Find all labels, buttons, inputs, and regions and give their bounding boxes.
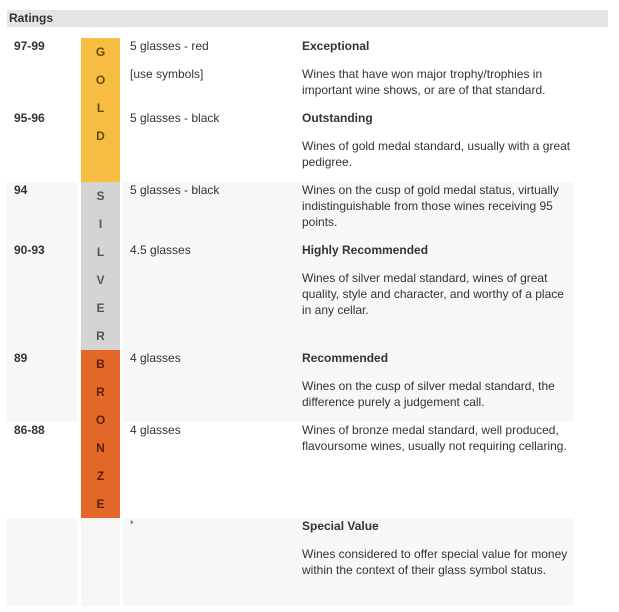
band-letter: I	[98, 217, 103, 231]
rating-text: Wines of silver medal standard, wines of great quality, style and character, and worthy of a place in any cellar.	[302, 271, 564, 317]
glasses-note: [use symbols]	[130, 67, 204, 81]
band-letter: L	[96, 245, 105, 259]
rating-text: Wines on the cusp of gold medal status, virtually indistinguishable from those wines receiving 95 points.	[302, 183, 559, 229]
glasses-label: 5 glasses - black	[130, 183, 220, 197]
band-letter: B	[96, 357, 105, 371]
rating-title: Outstanding	[302, 111, 373, 125]
rating-text: Wines of bronze medal standard, well produced, flavoursome wines, usually not requiring cellaring.	[302, 423, 567, 453]
rating-value: 89	[14, 351, 28, 365]
rating-text: Wines that have won major trophy/trophies in important wine shows, or are of that standard.	[302, 67, 546, 97]
rating-text: Wines considered to offer special value for money within the context of their glass symbol status.	[302, 547, 568, 577]
rating-value: 86-88	[14, 423, 45, 437]
rating-value: 90-93	[14, 243, 45, 257]
bronze-band	[81, 350, 120, 518]
band-letter: R	[96, 385, 105, 399]
glasses-label: 5 glasses - red	[130, 39, 209, 53]
glasses-label: 4 glasses	[130, 351, 181, 365]
band-letter: O	[95, 73, 106, 87]
glasses-label: 4.5 glasses	[130, 243, 191, 257]
glasses-value	[130, 38, 209, 82]
band-letter: V	[96, 273, 105, 287]
rating-description	[302, 38, 572, 98]
rating-text: Wines on the cusp of silver medal standard, the difference purely a judgement call.	[302, 379, 555, 409]
rating-title: Recommended	[302, 351, 389, 365]
rating-value: 95-96	[14, 111, 45, 125]
rating-description	[302, 242, 572, 318]
band-letter: N	[96, 441, 105, 455]
band-letter: O	[95, 413, 106, 427]
silver-band	[81, 182, 120, 350]
band-letter: S	[96, 189, 105, 203]
rating-title: Special Value	[302, 519, 379, 533]
gold-band	[81, 38, 120, 182]
band-letter: G	[95, 45, 106, 59]
band-letter: L	[96, 101, 105, 115]
rating-title: Highly Recommended	[302, 243, 429, 257]
special-value-symbol: *	[130, 519, 134, 529]
glasses-label: 5 glasses - black	[130, 111, 220, 125]
rating-text: Wines of gold medal standard, usually with a great pedigree.	[302, 139, 571, 169]
rating-value: 94	[14, 183, 28, 197]
rating-description	[302, 422, 572, 454]
glasses-label: 4 glasses	[130, 423, 181, 437]
rating-value: 97-99	[14, 39, 45, 53]
band-letter: D	[96, 129, 105, 143]
band-letter: E	[96, 301, 105, 315]
rating-title: Exceptional	[302, 39, 370, 53]
band-letter: E	[96, 497, 105, 511]
band-letter: Z	[96, 469, 105, 483]
band-letter: R	[96, 329, 105, 343]
rating-description	[302, 182, 572, 230]
rating-description	[302, 518, 572, 578]
rating-description	[302, 110, 572, 170]
rating-description	[302, 350, 572, 410]
ratings-header: Ratings	[7, 10, 608, 27]
table-row	[7, 518, 574, 606]
